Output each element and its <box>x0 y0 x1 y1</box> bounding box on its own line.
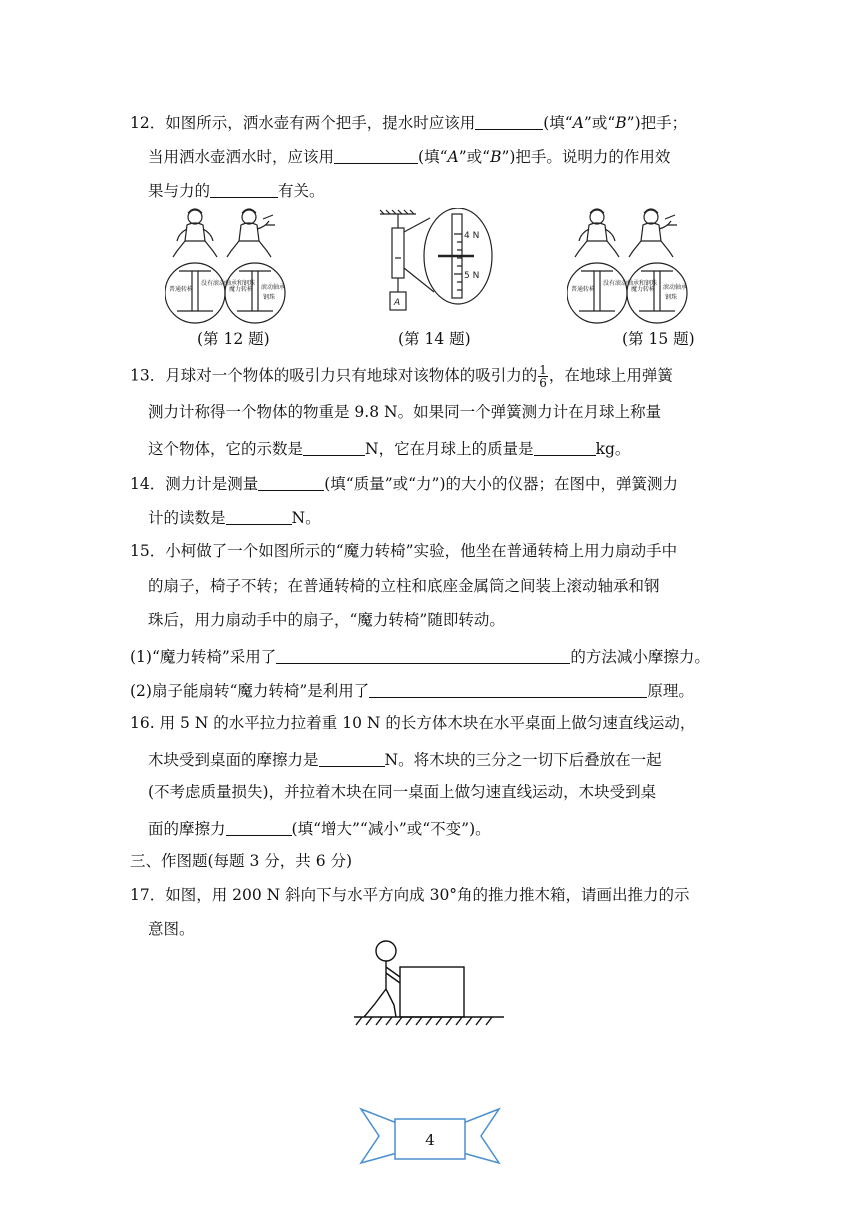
q13-line-1: 13．月球对一个物体的吸引力只有地球对该物体的吸引力的 $\frac{1}{6}$ ，在地球上用弹簧 <box>130 363 673 390</box>
label-ball-15: 钢珠 <box>665 294 678 301</box>
label-bearing: 滚动轴承 <box>261 284 286 291</box>
label-magic-chair-15: 魔力转椅 <box>631 286 656 293</box>
figure-12-chairs <box>165 205 305 325</box>
q16-blank-2[interactable] <box>226 820 292 836</box>
q15-blank-2[interactable] <box>369 682 647 698</box>
q14-line-2: 计的读数是 N。 <box>148 509 321 527</box>
q14-blank-1[interactable] <box>258 475 324 491</box>
q16-line-1: 16. 用 5 N 的水平拉力拉着重 10 N 的长方体木块在水平桌面上做匀速直线运动， <box>130 714 696 732</box>
scale-label-5n: 5 N <box>464 271 480 281</box>
q12-blank-1[interactable] <box>475 114 543 130</box>
label-ball: 钢珠 <box>263 294 276 301</box>
fraction-one-sixth: $\frac{1}{6}$ <box>539 363 547 390</box>
figure-14-spring-scale <box>378 208 508 328</box>
q13-line-3: 这个物体，它的示数是 N，它在月球上的质量是 kg。 <box>148 440 631 458</box>
q15-line-2: 的扇子，椅子不转；在普通转椅的立柱和底座金属筒之间装上滚动轴承和钢 <box>148 577 660 595</box>
q12-blank-2[interactable] <box>334 148 418 164</box>
q14-blank-2[interactable] <box>226 509 292 525</box>
block-label-a: A <box>394 298 401 308</box>
q12-line-3: 果与力的 有关。 <box>148 182 325 200</box>
q16-line-2: 木块受到桌面的摩擦力是 N。将木块的三分之一切下后叠放在一起 <box>148 751 662 769</box>
label-normal-chair: 普通转椅 <box>169 286 194 293</box>
page-number: 4 <box>425 1131 435 1149</box>
q12-blank-3[interactable] <box>210 182 278 198</box>
label-magic-chair: 魔力转椅 <box>229 286 254 293</box>
q15-line-1: 15．小柯做了一个如图所示的“魔力转椅”实验，他坐在普通转椅上用力扇动手中 <box>130 542 678 560</box>
label-normal-chair-15: 普通转椅 <box>571 286 596 293</box>
q17-line-2: 意图。 <box>148 920 195 938</box>
label-no-bearing: 没有滚动轴承和钢珠 <box>201 280 256 287</box>
q15-blank-1[interactable] <box>276 648 570 664</box>
q13-blank-1[interactable] <box>303 440 365 456</box>
caption-14: (第 14 题) <box>398 330 471 348</box>
q12-line-2: 当用洒水壶洒水时，应该用 (填“A”或“B”)把手。说明力的作用效 <box>148 148 671 166</box>
scale-label-4n: 4 N <box>464 231 480 241</box>
q13-blank-2[interactable] <box>534 440 596 456</box>
caption-15: (第 15 题) <box>622 330 695 348</box>
q14-line-1: 14．测力计是测量 (填“质量”或“力”)的大小的仪器；在图中，弹簧测力 <box>130 475 679 493</box>
label-no-bearing-15: 没有滚动轴承和钢珠 <box>603 280 658 287</box>
q16-line-4: 面的摩擦力 (填“增大”“减小”或“不变”)。 <box>148 820 491 838</box>
label-bearing-15: 滚动轴承 <box>663 284 688 291</box>
q16-line-3: (不考虑质量损失)，并拉着木块在同一桌面上做匀速直线运动，木块受到桌 <box>148 783 657 801</box>
q16-blank-1[interactable] <box>319 751 385 767</box>
q15-sub-1: (1)“魔力转椅”采用了 的方法减小摩擦力。 <box>130 648 710 666</box>
figure-17-push-box <box>350 935 510 1035</box>
q13-line-2: 测力计称得一个物体的物重是 9.8 N。如果同一个弹簧测力计在月球上称量 <box>148 403 662 421</box>
section-3-heading: 三、作图题(每题 3 分，共 6 分) <box>130 852 353 870</box>
q12-line-1: 12．如图所示，洒水壶有两个把手，提水时应该用 (填“A”或“B”)把手； <box>130 114 688 132</box>
q17-line-1: 17．如图，用 200 N 斜向下与水平方向成 30°角的推力推木箱，请画出推力的示 <box>130 886 690 904</box>
q15-line-3: 珠后，用力扇动手中的扇子，“魔力转椅”随即转动。 <box>148 611 505 629</box>
figure-15-magic-chair <box>567 205 707 325</box>
caption-12: (第 12 题) <box>197 330 270 348</box>
q15-sub-2: (2)扇子能扇转“魔力转椅”是利用了 原理。 <box>130 682 694 700</box>
